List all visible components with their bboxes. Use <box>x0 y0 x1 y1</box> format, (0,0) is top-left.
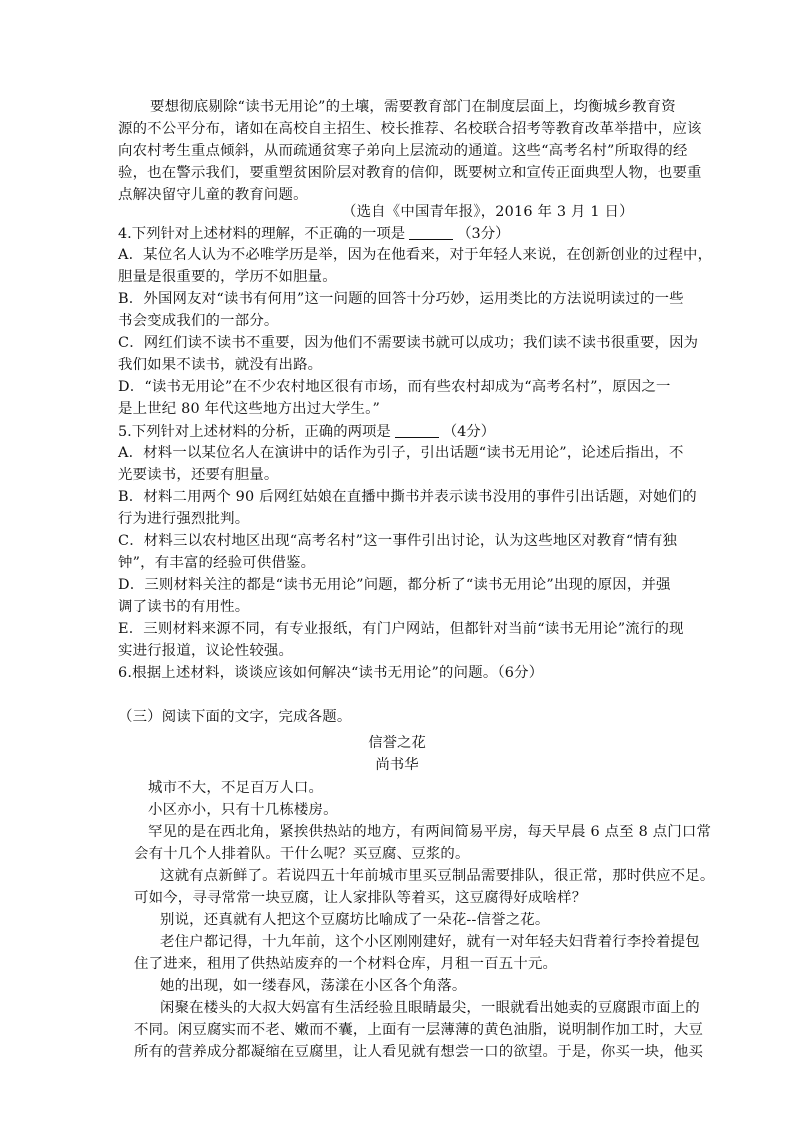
story-line-5: 这就有点新鲜了。若说四五十年前城市里买豆制品需要排队，很正常，那时供应不足。 <box>160 868 715 884</box>
story-title: 信誉之花 <box>368 735 426 751</box>
q4-option-a-line-2: 胆量是很重要的，学历不如胆量。 <box>118 269 337 285</box>
story-line-3: 罕见的是在西北角，紧挨供热站的地方，有两间简易平房，每天早晨 6 点至 8 点门口常 <box>148 824 712 840</box>
q5-option-c-line-1: C．材料三以农村地区出现“高考名村”这一事件引出讨论，认为这些地区对教育“情有独 <box>118 533 678 549</box>
q4-stem-text: 4.下列针对上述材料的理解，不正确的一项是 <box>118 226 406 242</box>
section3-heading: （三）阅读下面的文字，完成各题。 <box>118 709 352 725</box>
q4-option-d-line-2: 是上世纪 80 年代这些地方出过大学生。” <box>118 401 381 417</box>
q4-option-d-line-1: D．“读书无用论”在不少农村地区很有市场，而有些农村却成为“高考名村”，原因之一 <box>118 379 671 395</box>
story-line-10: 她的出现，如一缕春风，荡漾在小区各个角落。 <box>160 978 467 994</box>
q4-points: （3分） <box>457 226 510 242</box>
q4-option-a-line-1: A．某位名人认为不必唯学历是举，因为在他看来，对于年轻人来说，在创新创业的过程中， <box>118 247 713 263</box>
q5-points: （4分） <box>442 424 496 440</box>
story-line-11: 闲聚在楼头的大叔大妈富有生活经验且眼睛最尖，一眼就看出她卖的豆腐跟市面上的 <box>160 1000 700 1016</box>
story-line-6: 可如今，寻寻常常一块豆腐，让人家排队等着买，这豆腐得好成啥样？ <box>134 890 587 906</box>
q5-option-c-line-2: 钟”，有丰富的经验可供借鉴。 <box>118 555 316 571</box>
intro-line-5: 点解决留守儿童的教育问题。 <box>118 187 308 203</box>
story-line-12: 不同。闲豆腐实而不老、嫩而不囊，上面有一层薄薄的黄色油脂，说明制作加工时，大豆 <box>134 1022 704 1038</box>
q4-answer-blank[interactable] <box>409 225 453 240</box>
q5-stem <box>118 420 495 441</box>
intro-line-2: 源的不公平分布，诸如在高校自主招生、校长推荐、名校联合招考等教育改革举措中，应该 <box>118 121 702 137</box>
story-line-8: 老住户都记得，十九年前，这个小区刚刚建好，就有一对年轻夫妇背着行李拎着提包 <box>160 934 700 950</box>
q4-option-c-line-2: 我们如果不读书，就没有出路。 <box>118 357 323 373</box>
q6-stem: 6.根据上述材料，谈谈应该如何解决“读书无用论”的问题。（6分） <box>118 665 544 681</box>
intro-line-4: 验，也在警示我们，要重塑贫困阶层对教育的信仰，既要树立和宣传正面典型人物，也要重 <box>118 165 702 181</box>
q5-option-e-line-1: E．三则材料来源不同，有专业报纸，有门户网站，但都针对当前“读书无用论”流行的现 <box>118 621 684 637</box>
intro-line-3: 向农村考生重点倾斜，从而疏通贫寒子弟向上层流动的通道。这些“高考名村”所取得的经 <box>118 143 688 159</box>
story-line-9: 住了进来，租用了供热站废弃的一个材料仓库，月租一百五十元。 <box>134 956 558 972</box>
q5-option-a-line-2: 光要读书，还要有胆量。 <box>118 467 279 483</box>
intro-source: （选自《中国青年报》，2016 年 3 月 1 日） <box>342 204 634 220</box>
q5-option-d-line-1: D．三则材料关注的都是“读书无用论”问题，都分析了“读书无用论”出现的原因，并强 <box>118 577 671 593</box>
q5-option-e-line-2: 实进行报道，议论性较强。 <box>118 643 294 659</box>
story-line-13: 所有的营养成分都凝缩在豆腐里，让人看见就有想尝一口的欲望。于是，你买一块，他买 <box>134 1044 704 1060</box>
story-author: 尚书华 <box>375 757 419 773</box>
q5-option-a-line-1: A．材料一以某位名人在演讲中的话作为引子，引出话题“读书无用论”，论述后指出，不 <box>118 445 684 461</box>
story-line-4: 会有十几个人排着队。干什么呢？买豆腐、豆浆的。 <box>134 846 470 862</box>
q5-option-b-line-1: B．材料二用两个 90 后网红姑娘在直播中撕书并表示读书没用的事件引出话题，对她们的 <box>118 489 697 505</box>
intro-line-1: 要想彻底剔除“读书无用论”的土壤，需要教育部门在制度层面上，均衡城乡教育资 <box>150 99 676 115</box>
q5-option-d-line-2: 调了读书的有用性。 <box>118 599 250 615</box>
q4-stem <box>118 222 509 243</box>
q4-option-b-line-2: 书会变成我们的一部分。 <box>118 313 279 329</box>
q4-option-b-line-1: B．外国网友对“读书有何用”这一问题的回答十分巧妙，运用类比的方法说明读过的一些 <box>118 291 684 307</box>
q4-option-c-line-1: C．网红们读不读书不重要，因为他们不需要读书就可以成功；我们读不读书很重要，因为 <box>118 335 699 351</box>
q5-answer-blank[interactable] <box>395 423 439 438</box>
story-line-2: 小区亦小，只有十几栋楼房。 <box>148 802 338 818</box>
q5-stem-text: 5.下列针对上述材料的分析，正确的两项是 <box>118 424 391 440</box>
story-line-1: 城市不大，不足百万人口。 <box>148 780 324 796</box>
q5-option-b-line-2: 行为进行强烈批判。 <box>118 511 250 527</box>
story-line-7: 别说，还真就有人把这个豆腐坊比喻成了一朵花--信誉之花。 <box>160 912 550 928</box>
